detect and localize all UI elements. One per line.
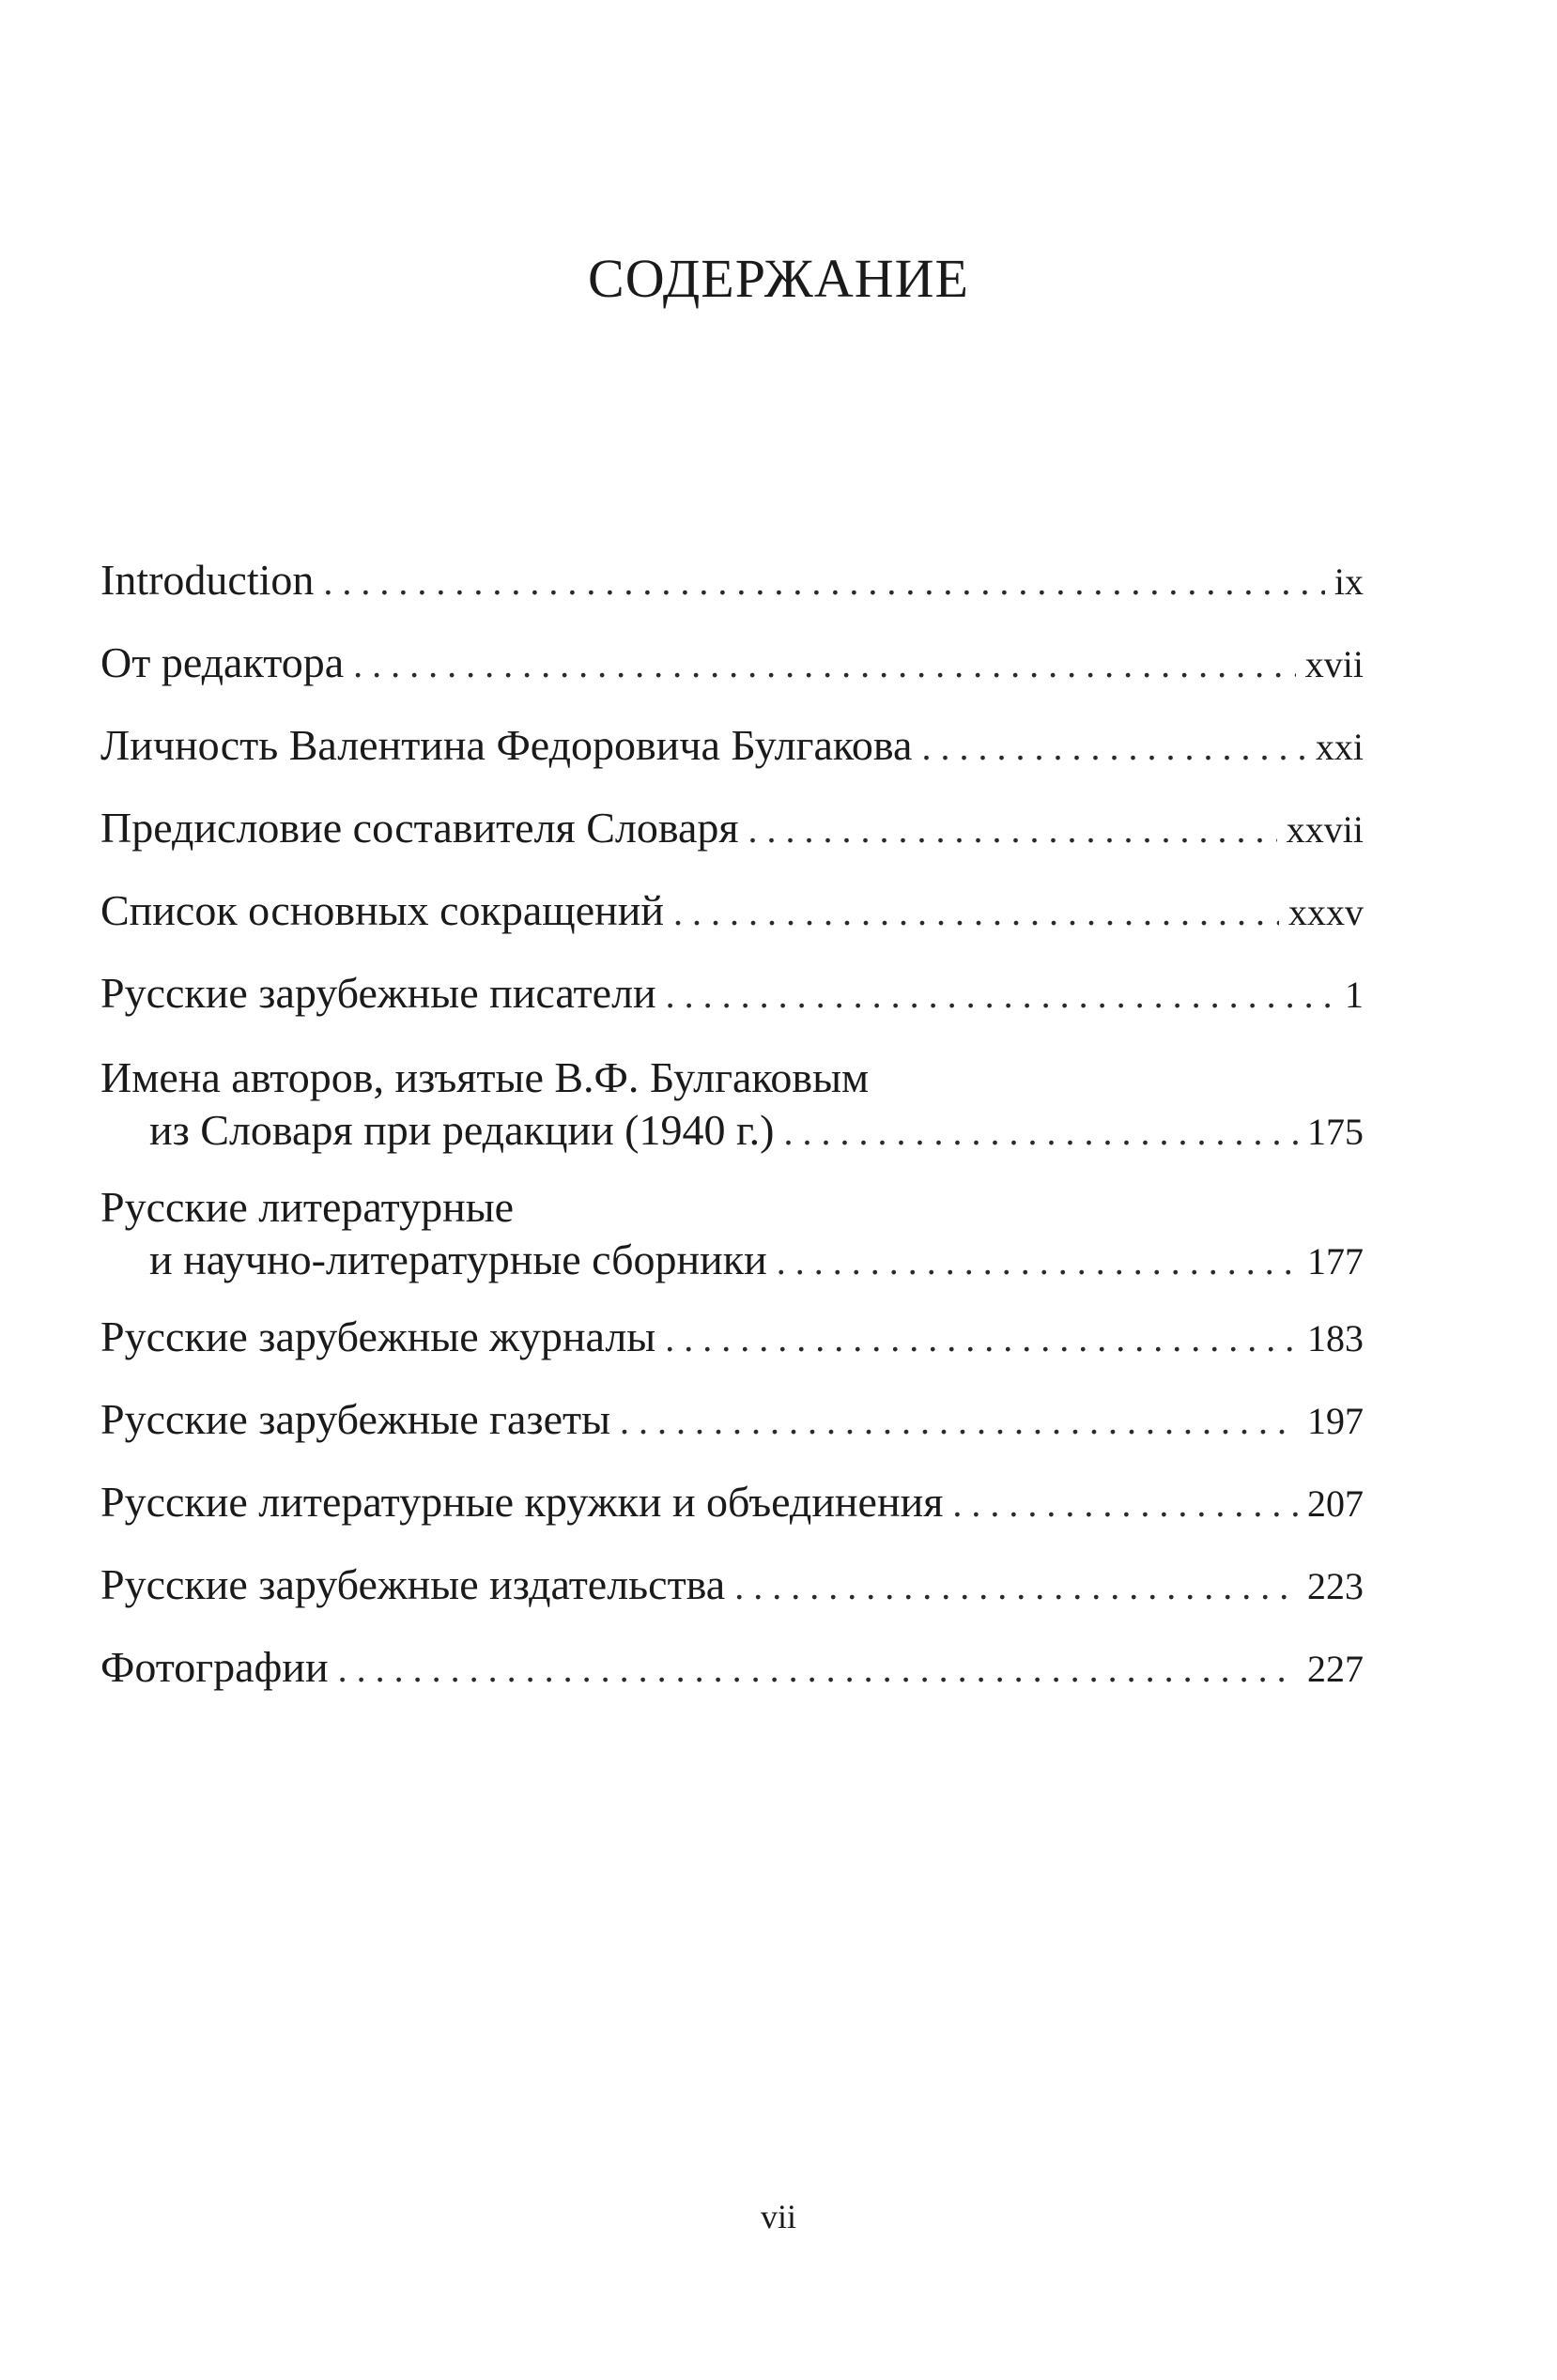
dot-leader — [620, 1395, 1298, 1448]
toc-entry-page: 175 — [1307, 1111, 1364, 1153]
toc-entry-page: ix — [1333, 560, 1364, 603]
page-number: vii — [760, 2198, 796, 2235]
dot-leader — [734, 1560, 1298, 1613]
toc-entry-page: 223 — [1307, 1565, 1364, 1607]
toc-entry-label: Русские зарубежные газеты — [100, 1395, 610, 1443]
toc-entry-introduction — [100, 554, 1364, 608]
toc-entry-label: Русские литературные кружки и объединения — [100, 1478, 944, 1526]
page-title: СОДЕРЖАНИЕ — [588, 248, 969, 309]
toc-entry-label: От редактора — [100, 638, 345, 686]
dot-leader — [665, 1313, 1298, 1365]
toc-entry-label-line2: из Словаря при редакции (1940 г.) — [149, 1106, 775, 1154]
toc-entry-newspapers — [100, 1393, 1364, 1448]
dot-leader — [353, 638, 1296, 691]
toc-entry-literary-collections — [100, 1181, 1364, 1288]
toc-entry-abbreviations — [100, 884, 1364, 939]
toc-entry-page: 177 — [1307, 1240, 1364, 1282]
toc-entry-page: xxxv — [1288, 891, 1364, 933]
toc-entry-page: xxvii — [1286, 808, 1364, 851]
toc-entry-page: 1 — [1345, 974, 1364, 1016]
toc-entry-writers — [100, 967, 1364, 1021]
dot-leader — [784, 1106, 1299, 1159]
toc-entry-page: 207 — [1307, 1482, 1364, 1525]
dot-leader — [673, 886, 1279, 939]
dot-leader — [338, 1643, 1298, 1696]
toc-entry-label: Русские зарубежные издательства — [100, 1560, 726, 1608]
toc-entry-label: Предисловие составителя Словаря — [100, 804, 739, 852]
toc-entry-compiler-preface — [100, 802, 1364, 856]
toc-entry-page: 183 — [1307, 1317, 1364, 1359]
dot-leader — [777, 1236, 1298, 1288]
toc-entry-journals — [100, 1311, 1364, 1365]
toc-entry-page: 227 — [1307, 1648, 1364, 1690]
toc-entry-label-line1: Русские литературные — [100, 1183, 515, 1231]
dot-leader — [921, 721, 1305, 774]
toc-entry-literary-circles — [100, 1476, 1364, 1530]
dot-leader — [323, 556, 1324, 608]
toc-entry-photographs — [100, 1641, 1364, 1696]
toc-entry-page: xvii — [1304, 643, 1364, 685]
toc-entry-page: xxi — [1315, 726, 1364, 768]
toc-entry-bulgakov-personality — [100, 719, 1364, 774]
dot-leader — [748, 804, 1277, 856]
toc-entry-label-line1: Имена авторов, изъятые В.Ф. Булгаковым — [100, 1053, 870, 1101]
dot-leader — [666, 969, 1335, 1021]
toc-entry-page: 197 — [1307, 1400, 1364, 1442]
toc-entry-label: Список основных сокращений — [100, 886, 664, 934]
toc-entry-removed-authors — [100, 1052, 1364, 1159]
dot-leader — [952, 1478, 1298, 1530]
toc-entry-editor-note — [100, 637, 1364, 691]
toc-entry-label: Фотографии — [100, 1643, 329, 1691]
toc-entry-label: Introduction — [100, 556, 315, 604]
toc-entry-publishers — [100, 1559, 1364, 1613]
toc-entry-label: Личность Валентина Федоровича Булгакова — [100, 721, 913, 769]
toc-entry-label: Русские зарубежные журналы — [100, 1313, 656, 1360]
toc-entry-label-line2: и научно-литературные сборники — [149, 1236, 767, 1283]
toc-entry-label: Русские зарубежные писатели — [100, 969, 656, 1017]
